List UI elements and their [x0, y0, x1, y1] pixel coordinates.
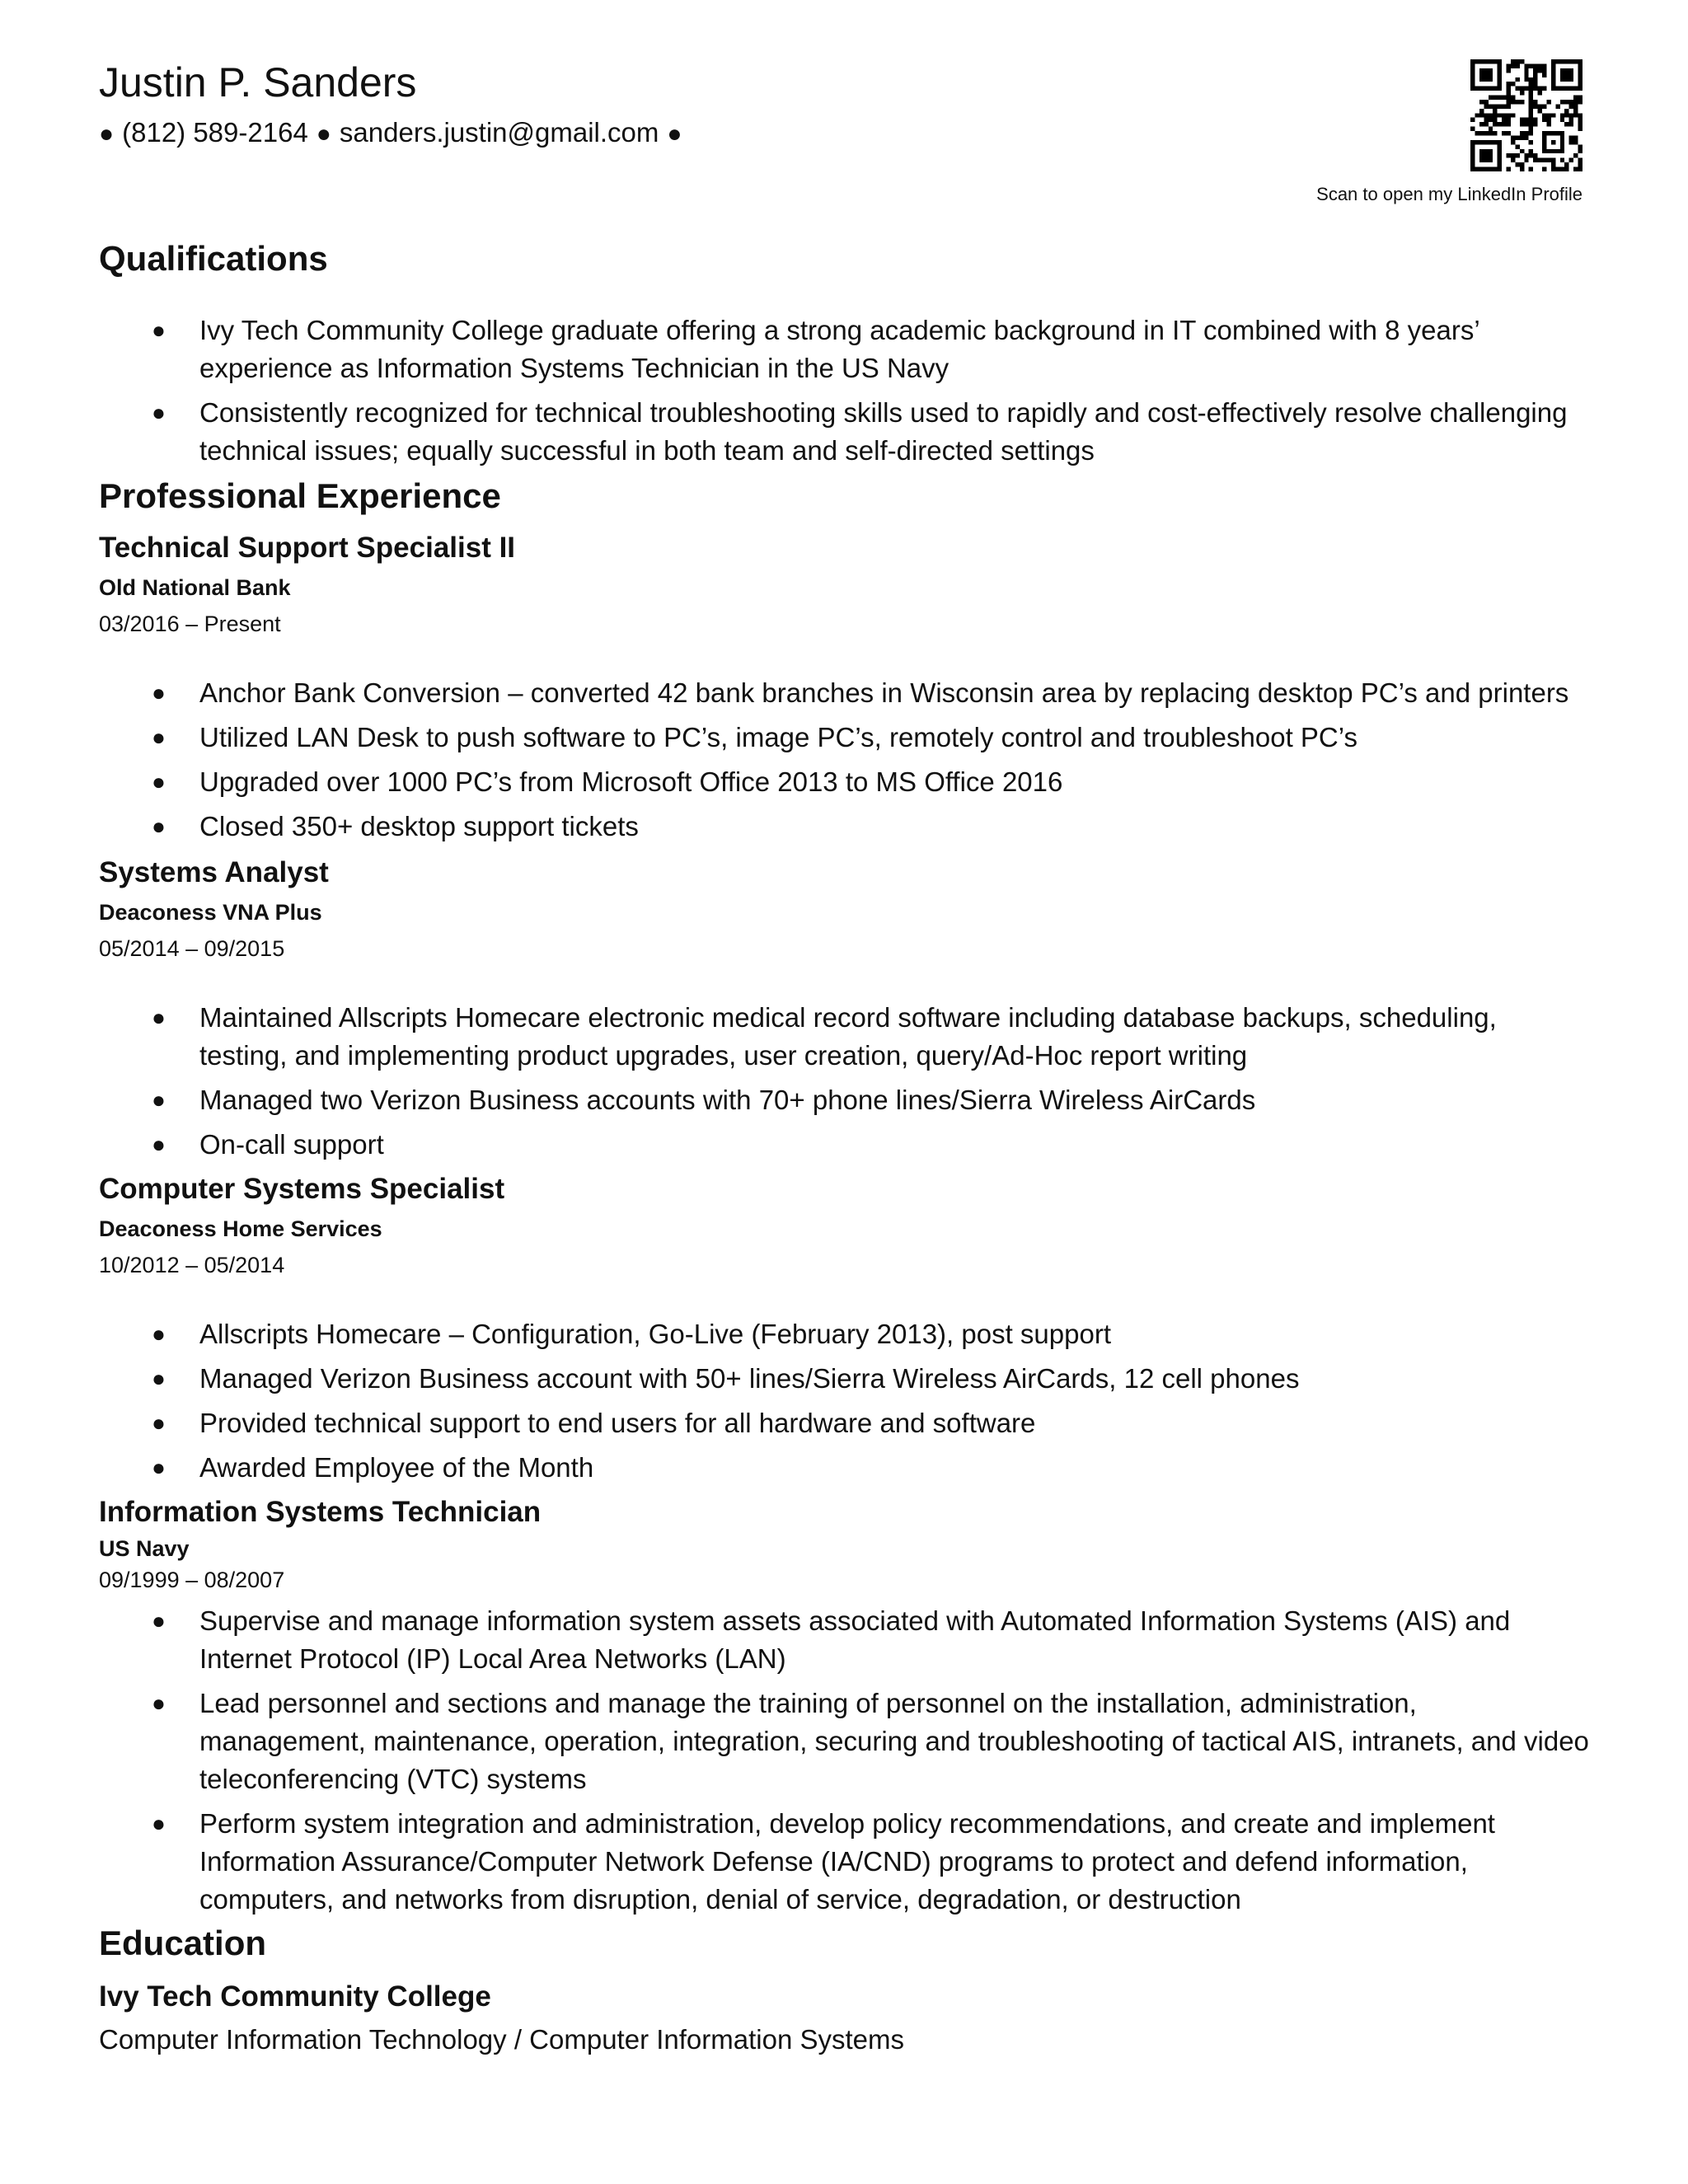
bullet-dot-icon: ●: [152, 813, 166, 839]
bullet-dot-icon: ●: [316, 120, 331, 148]
bullet-dot-icon: ●: [152, 1366, 166, 1391]
qualifications-list: [0, 312, 1688, 476]
bullet-dot-icon: ●: [152, 1410, 166, 1436]
list-item: ● Managed two Verizon Business accounts with 70+ phone lines/Sierra Wireless AirCards: [0, 1081, 1688, 1119]
bullet-dot-icon: ●: [152, 1132, 166, 1157]
email-address[interactable]: sanders.justin@gmail.com: [339, 117, 659, 148]
job-dates: 09/1999 – 08/2007: [99, 1568, 285, 1592]
bullet-dot-icon: ●: [152, 1321, 166, 1347]
job-dates: 05/2014 – 09/2015: [99, 936, 285, 961]
bullet-dot-icon: ●: [667, 120, 682, 148]
bullet-dot-icon: ●: [152, 400, 166, 425]
job-duties-list: [0, 1602, 1688, 1925]
qr-code-icon[interactable]: [1470, 59, 1582, 171]
job-title: Systems Analyst: [99, 856, 329, 888]
list-item: ● Allscripts Homecare – Configuration, Go-Live (February 2013), post support: [0, 1315, 1688, 1353]
candidate-name: Justin P. Sanders: [99, 59, 417, 105]
list-item: ● Awarded Employee of the Month: [0, 1449, 1688, 1487]
list-item: ● Provided technical support to end users for all hardware and software: [0, 1404, 1688, 1442]
bullet-dot-icon: ●: [152, 1811, 166, 1836]
job-title: Computer Systems Specialist: [99, 1173, 505, 1205]
job-organization: US Navy: [99, 1536, 190, 1561]
bullet-dot-icon: ●: [152, 724, 166, 750]
list-item: ● Managed Verizon Business account with 50+ lines/Sierra Wireless AirCards, 12 cell phones: [0, 1360, 1688, 1398]
qr-caption: Scan to open my LinkedIn Profile: [1316, 184, 1582, 204]
section-heading-experience: Professional Experience: [99, 476, 501, 515]
job-title: Technical Support Specialist II: [99, 532, 516, 564]
list-item: ● Supervise and manage information system assets associated with Automated Information Systems (AIS) and Internet Protocol (IP) Local Area Networks (LAN): [0, 1602, 1688, 1678]
list-item: ● Closed 350+ desktop support tickets: [0, 808, 1688, 846]
list-item: ● On-call support: [0, 1126, 1688, 1164]
list-item: ● Ivy Tech Community College graduate offering a strong academic background in IT combined with 8 years’ experience as Information Systems Technician in the US Navy: [0, 312, 1688, 387]
job-organization: Old National Bank: [99, 575, 291, 600]
list-item: ● Perform system integration and administration, develop policy recommendations, and create and implement Information Assurance/Computer Network Defense (IA/CND) programs to protect and defend information, computers, and networks from disruption, denial of service, degradation, or destruction: [0, 1805, 1688, 1919]
bullet-dot-icon: ●: [152, 680, 166, 705]
bullet-dot-icon: ●: [152, 1690, 166, 1716]
bullet-dot-icon: ●: [152, 317, 166, 343]
phone-number[interactable]: (812) 589-2164: [122, 117, 308, 148]
school-name: Ivy Tech Community College: [99, 1980, 491, 2013]
list-item: ● Utilized LAN Desk to push software to PC’s, image PC’s, remotely control and troubleshoot PC’s: [0, 719, 1688, 757]
bullet-dot-icon: ●: [152, 1087, 166, 1113]
job-dates: 03/2016 – Present: [99, 612, 281, 636]
job-duties-list: [0, 674, 1688, 852]
list-item: ● Upgraded over 1000 PC’s from Microsoft Office 2013 to MS Office 2016: [0, 763, 1688, 801]
job-title: Information Systems Technician: [99, 1496, 542, 1528]
list-item: ● Maintained Allscripts Homecare electronic medical record software including database backups, scheduling, testing, and implementing product upgrades, user creation, query/Ad-Hoc report writing: [0, 999, 1688, 1075]
bullet-dot-icon: ●: [99, 120, 115, 148]
job-organization: Deaconess Home Services: [99, 1216, 382, 1241]
section-heading-education: Education: [99, 1924, 267, 1962]
bullet-dot-icon: ●: [152, 1005, 166, 1030]
list-item: ● Lead personnel and sections and manage the training of personnel on the installation, administration, management, maintenance, operation, integration, securing and troubleshooting of tactical AIS, intranets, and video teleconferencing (VTC) systems: [0, 1685, 1688, 1798]
list-item: ● Anchor Bank Conversion – converted 42 bank branches in Wisconsin area by replacing desktop PC’s and printers: [0, 674, 1688, 712]
job-organization: Deaconess VNA Plus: [99, 900, 322, 925]
job-duties-list: [0, 999, 1688, 1170]
contact-line: [99, 115, 691, 152]
bullet-dot-icon: ●: [152, 1455, 166, 1480]
list-item: ● Consistently recognized for technical troubleshooting skills used to rapidly and cost-effectively resolve challenging technical issues; equally successful in both team and self-directed settings: [0, 394, 1688, 470]
section-heading-qualifications: Qualifications: [99, 239, 328, 278]
bullet-dot-icon: ●: [152, 1608, 166, 1633]
job-duties-list: [0, 1315, 1688, 1493]
job-dates: 10/2012 – 05/2014: [99, 1253, 285, 1277]
bullet-dot-icon: ●: [152, 769, 166, 794]
degree-program: Computer Information Technology / Computer Information Systems: [99, 2024, 904, 2055]
